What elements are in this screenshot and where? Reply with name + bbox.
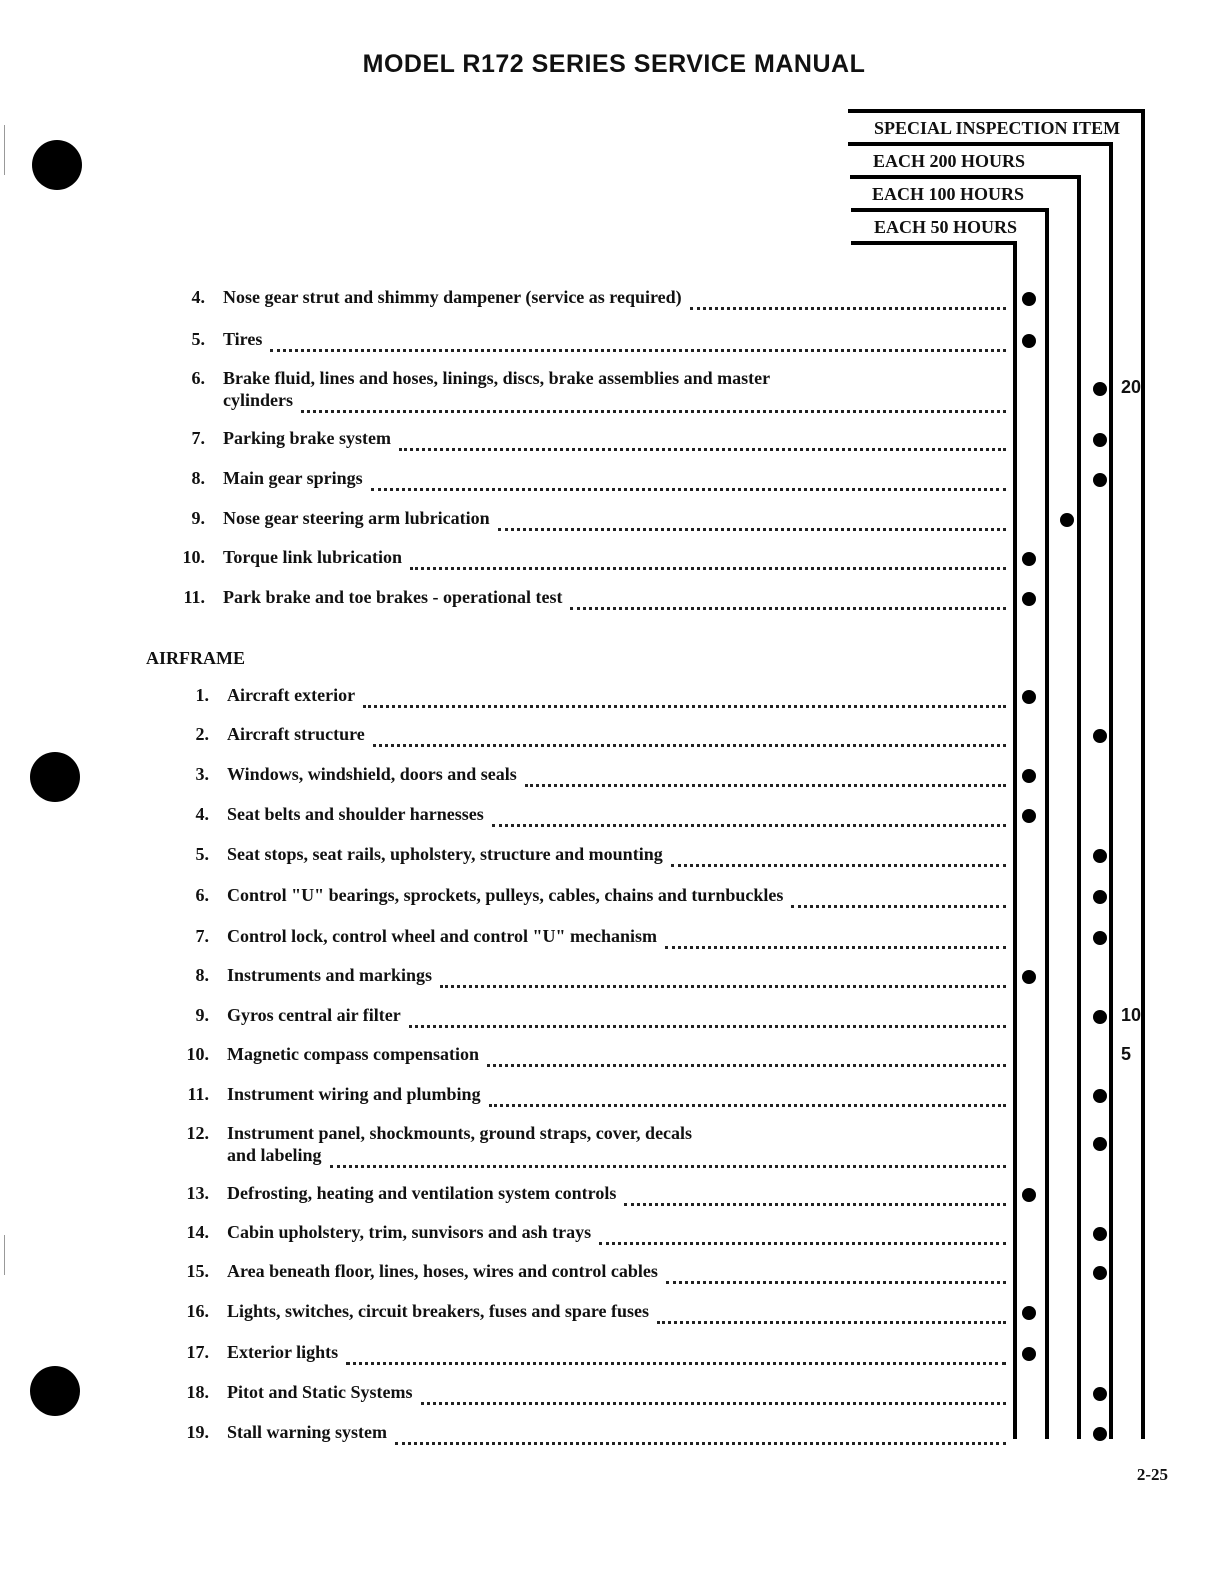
dot-leader <box>489 1084 1006 1107</box>
dot-leader <box>487 1044 1006 1067</box>
inspection-item <box>0 1222 1228 1252</box>
item-description: Instruments and markings <box>227 965 433 985</box>
item-description: Pitot and Static Systems <box>227 1382 413 1402</box>
item-description: Lights, switches, circuit breakers, fuses and spare fuses <box>227 1301 650 1321</box>
item-number: 10. <box>182 547 205 567</box>
dot-leader <box>399 428 1006 451</box>
dot-leader <box>270 329 1006 352</box>
dot-leader <box>525 764 1006 787</box>
interval-marker <box>1093 849 1107 863</box>
item-number: 17. <box>186 1342 209 1362</box>
inspection-item <box>0 547 1228 577</box>
dot-leader <box>570 587 1006 610</box>
column-header-50-hours: EACH 50 HOURS <box>874 217 1018 237</box>
item-number: 14. <box>186 1222 209 1242</box>
interval-marker <box>1022 1188 1036 1202</box>
item-description-continued: and labeling <box>227 1145 322 1165</box>
special-inspection-note: 10 <box>1121 1005 1142 1025</box>
item-description: Nose gear steering arm lubrication <box>223 508 490 528</box>
item-description: Instrument panel, shockmounts, ground straps, cover, decals <box>227 1123 693 1143</box>
page-title: MODEL R172 SERIES SERVICE MANUAL <box>362 50 866 78</box>
item-description: Park brake and toe brakes - operational test <box>223 587 563 607</box>
interval-marker <box>1093 433 1107 447</box>
inspection-item <box>0 1422 1228 1452</box>
item-number: 2. <box>195 724 209 744</box>
item-number: 7. <box>195 926 209 946</box>
item-description: Nose gear strut and shimmy dampener (service as required) <box>223 287 682 307</box>
dot-leader <box>301 390 1006 413</box>
item-description: Stall warning system <box>227 1422 388 1442</box>
inspection-item <box>0 1044 1228 1074</box>
item-description: Area beneath floor, lines, hoses, wires and control cables <box>227 1261 658 1281</box>
dot-leader <box>599 1222 1006 1245</box>
item-number: 11. <box>183 587 205 607</box>
inspection-item <box>0 329 1228 359</box>
special-inspection-note: 5 <box>1121 1044 1132 1064</box>
item-number: 11. <box>187 1084 209 1104</box>
item-number: 5. <box>195 844 209 864</box>
item-description: Magnetic compass compensation <box>227 1044 479 1064</box>
item-description: Seat belts and shoulder harnesses <box>227 804 484 824</box>
item-number: 6. <box>195 885 209 905</box>
dot-leader <box>657 1301 1006 1324</box>
bracket-line <box>850 175 1081 179</box>
dot-leader <box>690 287 1006 310</box>
interval-marker <box>1093 931 1107 945</box>
item-description: Defrosting, heating and ventilation system controls <box>227 1183 617 1203</box>
interval-marker <box>1022 809 1036 823</box>
page-number: 2-25 <box>1136 1465 1168 1484</box>
inspection-item <box>0 468 1228 498</box>
dot-leader <box>492 804 1006 827</box>
item-number: 6. <box>191 368 205 388</box>
item-description: Aircraft structure <box>227 724 365 744</box>
inspection-item <box>0 1342 1228 1372</box>
inspection-item <box>0 587 1228 617</box>
item-number: 1. <box>195 685 209 705</box>
item-number: 9. <box>191 508 205 528</box>
bracket-line <box>848 109 1145 113</box>
interval-marker <box>1093 1010 1107 1024</box>
inspection-item <box>0 1382 1228 1412</box>
inspection-item <box>0 724 1228 754</box>
item-description: Exterior lights <box>227 1342 339 1362</box>
interval-marker <box>1060 513 1074 527</box>
bracket-line <box>851 208 1049 212</box>
interval-marker <box>1093 729 1107 743</box>
item-number: 12. <box>186 1123 209 1143</box>
bracket-line <box>851 241 1017 245</box>
dot-leader <box>363 685 1006 708</box>
inspection-item <box>0 1261 1228 1291</box>
item-description: Control lock, control wheel and control "U" mechanism <box>227 926 657 946</box>
item-description: Aircraft exterior <box>227 685 356 705</box>
item-number: 13. <box>186 1183 209 1203</box>
item-number: 18. <box>186 1382 209 1402</box>
dot-leader <box>498 508 1006 531</box>
interval-marker <box>1093 1089 1107 1103</box>
item-description: Control "U" bearings, sprockets, pulleys, cables, chains and turnbuckles <box>227 885 784 905</box>
interval-marker <box>1022 292 1036 306</box>
dot-leader <box>371 468 1006 491</box>
item-description: Tires <box>223 329 263 349</box>
item-description: Instrument wiring and plumbing <box>227 1084 481 1104</box>
dot-leader <box>791 885 1006 908</box>
column-header-200-hours: EACH 200 HOURS <box>873 151 1026 171</box>
column-header-100-hours: EACH 100 HOURS <box>872 184 1025 204</box>
item-description: Brake fluid, lines and hoses, linings, discs, brake assemblies and master <box>223 368 771 388</box>
interval-marker <box>1093 1137 1107 1151</box>
dot-leader <box>395 1422 1006 1445</box>
item-description: Parking brake system <box>223 428 391 448</box>
item-description-continued: cylinders <box>223 390 293 410</box>
item-number: 9. <box>195 1005 209 1025</box>
item-description: Windows, windshield, doors and seals <box>227 764 517 784</box>
bracket-line <box>848 142 1113 146</box>
interval-marker <box>1093 1387 1107 1401</box>
item-number: 5. <box>191 329 205 349</box>
inspection-item <box>0 1301 1228 1331</box>
inspection-item <box>0 926 1228 956</box>
item-description: Seat stops, seat rails, upholstery, structure and mounting <box>227 844 663 864</box>
section-heading: AIRFRAME <box>146 648 245 668</box>
dot-leader <box>666 1261 1006 1284</box>
interval-marker <box>1022 690 1036 704</box>
item-number: 16. <box>186 1301 209 1321</box>
dot-leader <box>671 844 1006 867</box>
interval-marker <box>1093 1227 1107 1241</box>
interval-marker <box>1022 552 1036 566</box>
interval-marker <box>1093 1266 1107 1280</box>
dot-leader <box>624 1183 1006 1206</box>
item-number: 19. <box>186 1422 209 1442</box>
dot-leader <box>346 1342 1006 1365</box>
column-line-left <box>1013 241 1017 1439</box>
item-number: 4. <box>195 804 209 824</box>
dot-leader <box>440 965 1006 988</box>
inspection-item <box>0 1183 1228 1213</box>
item-number: 8. <box>195 965 209 985</box>
special-inspection-note: 20 <box>1121 377 1142 397</box>
interval-marker <box>1093 1427 1107 1441</box>
item-description: Gyros central air filter <box>227 1005 401 1025</box>
dot-leader <box>410 547 1006 570</box>
item-number: 3. <box>195 764 209 784</box>
inspection-item <box>0 965 1228 995</box>
inspection-item <box>0 428 1228 458</box>
punch-hole-top <box>32 140 82 190</box>
item-number: 4. <box>191 287 205 307</box>
inspection-item <box>0 885 1228 915</box>
item-number: 10. <box>186 1044 209 1064</box>
inspection-item <box>0 804 1228 834</box>
interval-marker <box>1022 592 1036 606</box>
interval-marker <box>1022 1347 1036 1361</box>
inspection-item <box>0 1005 1228 1035</box>
item-description: Main gear springs <box>223 468 363 488</box>
inspection-item <box>0 844 1228 874</box>
interval-marker <box>1022 970 1036 984</box>
item-number: 8. <box>191 468 205 488</box>
dot-leader <box>665 926 1006 949</box>
dot-leader <box>409 1005 1006 1028</box>
inspection-item <box>0 685 1228 715</box>
item-description: Torque link lubrication <box>223 547 403 567</box>
interval-marker <box>1022 1306 1036 1320</box>
item-description: Cabin upholstery, trim, sunvisors and ash trays <box>227 1222 592 1242</box>
inspection-item <box>0 1084 1228 1114</box>
dot-leader <box>330 1145 1006 1168</box>
interval-marker <box>1093 890 1107 904</box>
item-number: 7. <box>191 428 205 448</box>
margin-mark <box>4 125 5 175</box>
inspection-item <box>0 287 1228 317</box>
inspection-item <box>0 1123 1228 1165</box>
dot-leader <box>421 1382 1006 1405</box>
interval-marker <box>1022 334 1036 348</box>
interval-marker <box>1022 769 1036 783</box>
item-number: 15. <box>186 1261 209 1281</box>
inspection-item <box>0 508 1228 538</box>
interval-marker <box>1093 473 1107 487</box>
column-header-special-inspection: SPECIAL INSPECTION ITEM <box>874 118 1121 138</box>
inspection-item <box>0 368 1228 410</box>
interval-marker <box>1093 382 1107 396</box>
inspection-item <box>0 764 1228 794</box>
dot-leader <box>373 724 1006 747</box>
